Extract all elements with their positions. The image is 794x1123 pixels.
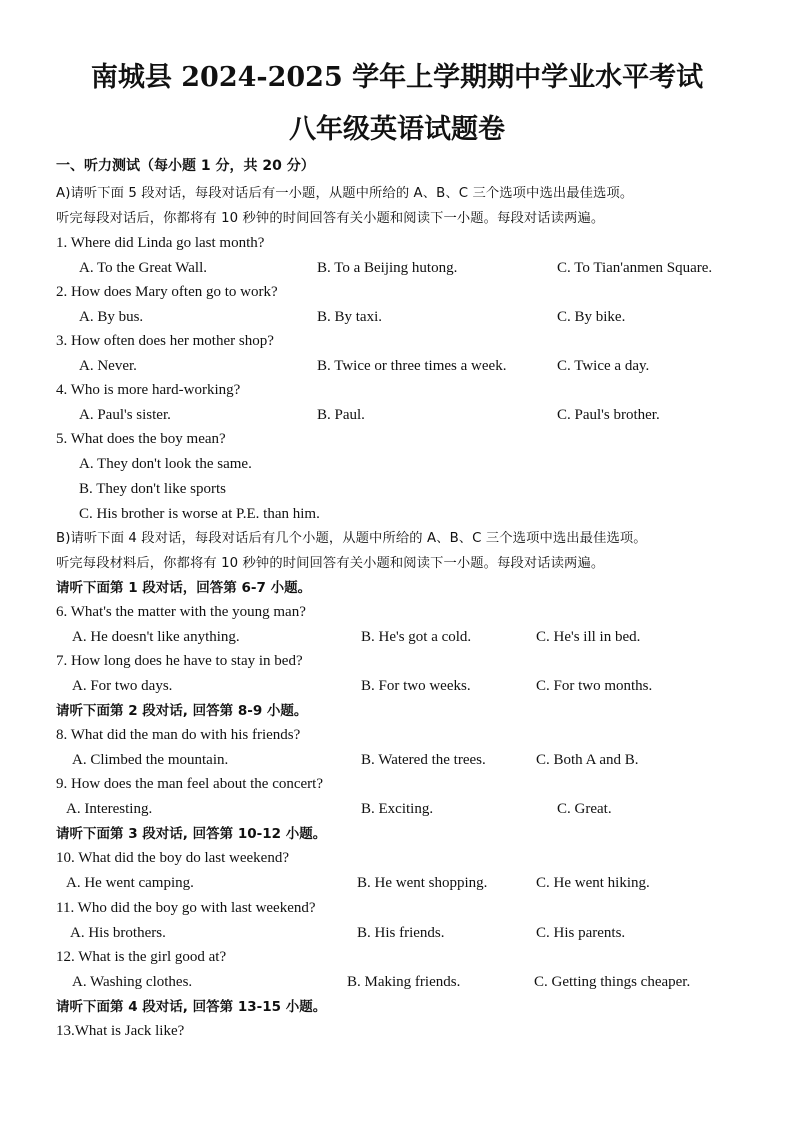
- part-a-instruction-2: 听完每段对话后，你都将有 10 秒钟的时间回答有关小题和阅读下一小题。每段对话读两遍。: [56, 211, 605, 226]
- option-b: B. His friends.: [357, 925, 445, 941]
- option-b: B. To a Beijing hutong.: [317, 260, 458, 276]
- question-stem: 6. What's the matter with the young man?: [56, 604, 306, 620]
- option-a: A. For two days.: [72, 678, 173, 694]
- part-b-instruction-1: B)请听下面 4 段对话，每段对话后有几个小题，从题中所给的 A、B、C 三个选项中选出最佳选项。: [56, 531, 647, 546]
- option-a: A. He doesn't like anything.: [72, 629, 240, 645]
- question-stem: 8. What did the man do with his friends?: [56, 727, 301, 743]
- question-stem: 3. How often does her mother shop?: [56, 333, 274, 349]
- option-c: C. Twice a day.: [557, 358, 650, 374]
- part-a-instruction-1: A)请听下面 5 段对话，每段对话后有一小题，从题中所给的 A、B、C 三个选项中选出最佳选项。: [56, 186, 634, 201]
- option-c: C. For two months.: [536, 678, 653, 694]
- option-b: B. He's got a cold.: [361, 629, 472, 645]
- option-b: B. Paul.: [317, 407, 365, 423]
- option-c: C. By bike.: [557, 309, 626, 325]
- option-a: A. Climbed the mountain.: [72, 752, 229, 768]
- section-heading-listening: 一、听力测试（每小题 1 分，共 20 分）: [56, 158, 315, 174]
- question-stem: 5. What does the boy mean?: [56, 431, 226, 447]
- option-c: C. Great.: [557, 801, 612, 817]
- option-c: C. To Tian'anmen Square.: [557, 260, 713, 276]
- question-stem: 10. What did the boy do last weekend?: [56, 850, 289, 866]
- dialogue-1-heading: 请听下面第 1 段对话，回答第 6-7 小题。: [56, 580, 312, 596]
- question-stem: 4. Who is more hard-working?: [56, 382, 241, 398]
- option-c: C. His parents.: [536, 925, 626, 941]
- option-a: A. Paul's sister.: [79, 407, 171, 423]
- option-b: B. He went shopping.: [357, 875, 488, 891]
- option-c: C. His brother is worse at P.E. than him.: [79, 506, 320, 522]
- option-a: A. They don't look the same.: [79, 456, 252, 472]
- option-a: A. His brothers.: [70, 925, 166, 941]
- dialogue-3-heading: 请听下面第 3 段对话, 回答第 10-12 小题。: [56, 826, 327, 842]
- option-b: B. Watered the trees.: [361, 752, 486, 768]
- option-b: B. By taxi.: [317, 309, 383, 325]
- question-stem: 9. How does the man feel about the concert?: [56, 776, 323, 792]
- question-stem: 2. How does Mary often go to work?: [56, 284, 278, 300]
- option-b: B. For two weeks.: [361, 678, 471, 694]
- option-b: B. They don't like sports: [79, 481, 227, 497]
- option-c: C. He's ill in bed.: [536, 629, 641, 645]
- dialogue-4-heading: 请听下面第 4 段对话, 回答第 13-15 小题。: [56, 999, 327, 1015]
- question-stem: 13.What is Jack like?: [56, 1023, 185, 1039]
- option-a: A. Washing clothes.: [72, 974, 193, 990]
- option-a: A. Interesting.: [66, 801, 153, 817]
- question-stem: 7. How long does he have to stay in bed?: [56, 653, 303, 669]
- dialogue-2-heading: 请听下面第 2 段对话, 回答第 8-9 小题。: [56, 703, 308, 719]
- question-stem: 12. What is the girl good at?: [56, 949, 227, 965]
- option-b: B. Making friends.: [347, 974, 461, 990]
- option-a: A. By bus.: [79, 309, 144, 325]
- option-a: A. To the Great Wall.: [79, 260, 207, 276]
- question-stem: 11. Who did the boy go with last weekend?: [56, 900, 316, 916]
- option-b: B. Twice or three times a week.: [317, 358, 507, 374]
- option-b: B. Exciting.: [361, 801, 434, 817]
- option-c: C. He went hiking.: [536, 875, 650, 891]
- part-b-instruction-2: 听完每段材料后，你都将有 10 秒钟的时间回答有关小题和阅读下一小题。每段对话读两遍。: [56, 556, 605, 571]
- exam-subtitle: 八年级英语试题卷: [289, 114, 505, 145]
- question-stem: 1. Where did Linda go last month?: [56, 235, 265, 251]
- option-c: C. Paul's brother.: [557, 407, 660, 423]
- option-c: C. Getting things cheaper.: [534, 974, 691, 990]
- exam-title: 南城县 2024-2025 学年上学期期中学业水平考试: [90, 62, 704, 93]
- option-c: C. Both A and B.: [536, 752, 639, 768]
- option-a: A. He went camping.: [66, 875, 194, 891]
- option-a: A. Never.: [79, 358, 137, 374]
